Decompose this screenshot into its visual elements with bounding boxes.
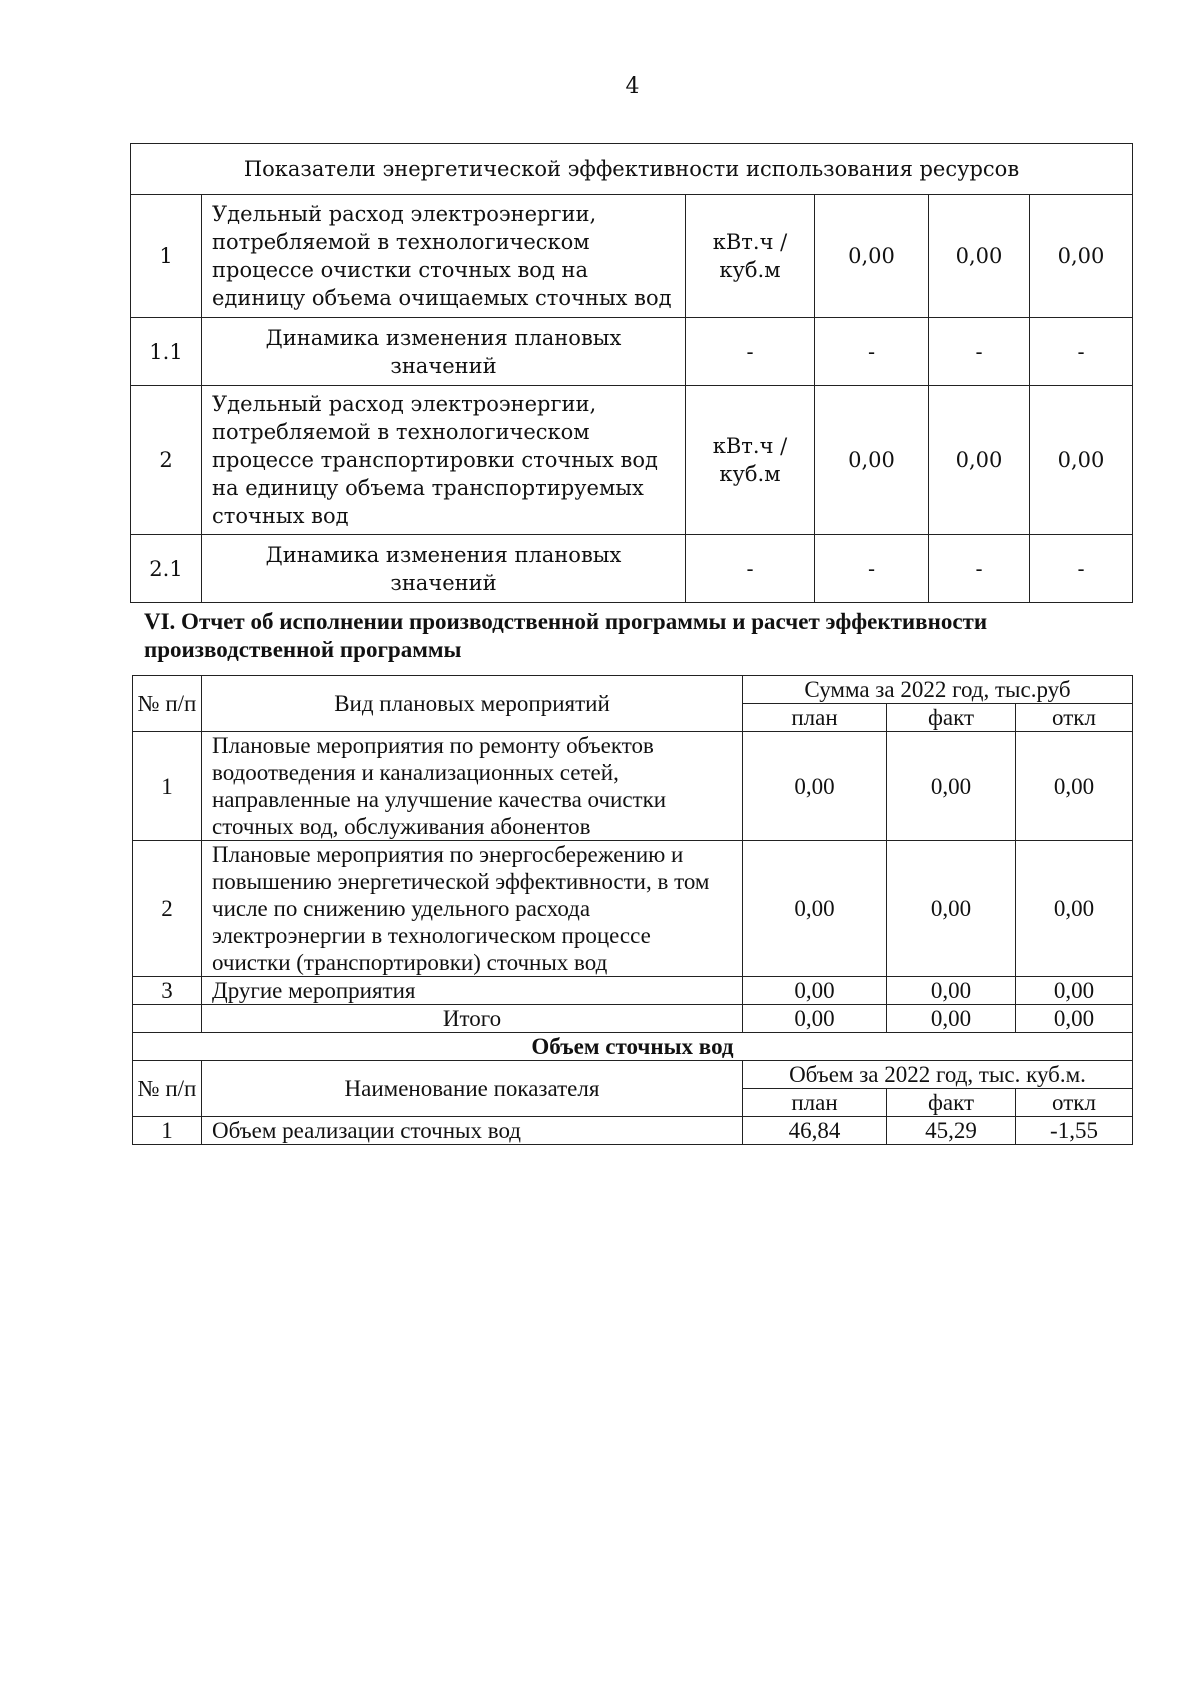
- row-value: -: [929, 535, 1030, 603]
- row-otkl: -1,55: [1016, 1117, 1133, 1145]
- row-plan: 0,00: [743, 977, 887, 1005]
- row-description: Плановые мероприятия по энергосбережению и повышению энергетической эффективности, в том числе по снижению удельного расхода электроэнергии в технологическом процессе очистки (транспортировки) сточных вод: [202, 841, 743, 977]
- total-plan: 0,00: [743, 1005, 887, 1033]
- row-value: 0,00: [929, 386, 1030, 535]
- row-plan: 0,00: [743, 732, 887, 841]
- row-number: 1: [133, 1117, 202, 1145]
- row-description: Другие мероприятия: [202, 977, 743, 1005]
- row-fact: 45,29: [887, 1117, 1016, 1145]
- total-fact: 0,00: [887, 1005, 1016, 1033]
- row-fact: 0,00: [887, 841, 1016, 977]
- table-row: [133, 1117, 1133, 1145]
- table-row: [133, 732, 1133, 841]
- row-number: 2.1: [131, 535, 202, 603]
- row-value: -: [1030, 318, 1133, 386]
- row-number: 2: [131, 386, 202, 535]
- col-number-header: № п/п: [133, 1061, 202, 1117]
- sub-fact-header: факт: [887, 1089, 1016, 1117]
- row-unit: -: [686, 535, 815, 603]
- row-fact: 0,00: [887, 732, 1016, 841]
- row-number: 1: [131, 195, 202, 318]
- row-description: Динамика изменения плановых значений: [202, 318, 686, 386]
- row-unit: -: [686, 318, 815, 386]
- row-value: 0,00: [815, 195, 929, 318]
- energy-table-header: Показатели энергетической эффективности использования ресурсов: [131, 144, 1133, 195]
- table-row: [131, 535, 1133, 603]
- section-title: VI. Отчет об исполнении производственной программы и расчет эффективности производственной программы: [144, 609, 988, 662]
- row-value: 0,00: [929, 195, 1030, 318]
- col-volume-header: Объем за 2022 год, тыс. куб.м.: [743, 1061, 1133, 1089]
- energy-efficiency-table: [130, 143, 1133, 603]
- row-fact: 0,00: [887, 977, 1016, 1005]
- row-otkl: 0,00: [1016, 841, 1133, 977]
- row-description: Удельный расход электроэнергии, потребляемой в технологическом процессе транспортировки сточных вод на единицу объема транспортируемых сточных вод: [202, 386, 686, 535]
- row-value: -: [815, 535, 929, 603]
- row-value: -: [1030, 535, 1133, 603]
- volume-section-header: Объем сточных вод: [133, 1033, 1133, 1061]
- total-otkl: 0,00: [1016, 1005, 1133, 1033]
- row-description: Удельный расход электроэнергии, потребляемой в технологическом процессе очистки сточных вод на единицу объема очищаемых сточных вод: [202, 195, 686, 318]
- row-unit: кВт.ч / куб.м: [686, 195, 815, 318]
- row-description: Плановые мероприятия по ремонту объектов водоотведения и канализационных сетей, направленные на улучшение качества очистки сточных вод, обслуживания абонентов: [202, 732, 743, 841]
- sub-fact-header: факт: [887, 704, 1016, 732]
- table-row: [131, 195, 1133, 318]
- program-report-table: [132, 675, 1133, 1145]
- row-value: -: [815, 318, 929, 386]
- row-number: 2: [133, 841, 202, 977]
- row-value: -: [929, 318, 1030, 386]
- row-value: 0,00: [1030, 386, 1133, 535]
- table-row: [131, 386, 1133, 535]
- sub-plan-header: план: [743, 1089, 887, 1117]
- row-plan: 46,84: [743, 1117, 887, 1145]
- total-label: Итого: [202, 1005, 743, 1033]
- row-unit: кВт.ч / куб.м: [686, 386, 815, 535]
- page-number: 4: [625, 74, 640, 99]
- row-number: 3: [133, 977, 202, 1005]
- row-otkl: 0,00: [1016, 732, 1133, 841]
- table-row: [133, 977, 1133, 1005]
- row-number: 1.1: [131, 318, 202, 386]
- sub-otkl-header: откл: [1016, 1089, 1133, 1117]
- sub-plan-header: план: [743, 704, 887, 732]
- col-sum-header: Сумма за 2022 год, тыс.руб: [743, 676, 1133, 704]
- row-description: Динамика изменения плановых значений: [202, 535, 686, 603]
- col-indicator-header: Наименование показателя: [202, 1061, 743, 1117]
- row-value: 0,00: [815, 386, 929, 535]
- row-number: 1: [133, 732, 202, 841]
- col-number-header: № п/п: [133, 676, 202, 732]
- row-otkl: 0,00: [1016, 977, 1133, 1005]
- total-row: [133, 1005, 1133, 1033]
- row-value: 0,00: [1030, 195, 1133, 318]
- row-plan: 0,00: [743, 841, 887, 977]
- total-empty-cell: [133, 1005, 202, 1033]
- table-row: [133, 841, 1133, 977]
- table-row: [131, 318, 1133, 386]
- col-name-header: Вид плановых мероприятий: [202, 676, 743, 732]
- row-description: Объем реализации сточных вод: [202, 1117, 743, 1145]
- sub-otkl-header: откл: [1016, 704, 1133, 732]
